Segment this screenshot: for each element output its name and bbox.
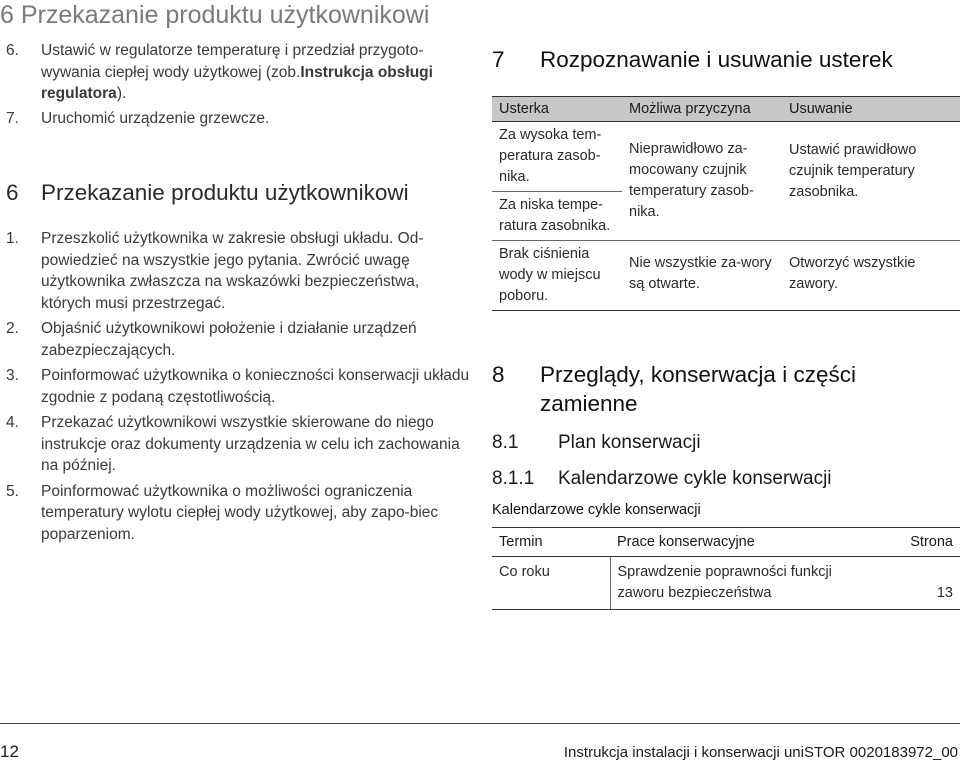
- section-title: Przekazanie produktu użytkownikowi: [41, 180, 409, 205]
- list-item-number: 1.: [6, 230, 19, 247]
- list-item: [0, 108, 470, 130]
- doc-reference: Instrukcja obsługi regulatora: [41, 63, 433, 102]
- table-cell: Co roku: [492, 557, 610, 610]
- list-item-number: 3.: [6, 367, 19, 384]
- list-item-text: Ustawić w regulatorze temperaturę i przedział przygoto-wywania ciepłej wody użytkowej (zob.: [41, 42, 424, 81]
- table-cell: Sprawdzenie poprawności funkcji zaworu bezpieczeństwa: [610, 557, 880, 610]
- section-title: Rozpoznawanie i usuwanie usterek: [540, 47, 893, 72]
- list-item-number: 6.: [6, 42, 19, 59]
- table-row: [492, 557, 960, 610]
- table-cell: Nie wszystkie za-wory są otwarte.: [622, 241, 782, 311]
- list-item: [0, 318, 470, 361]
- table-cell: Nieprawidłowo za-mocowany czujnik temperatury zasob-nika.: [629, 141, 754, 220]
- table-cell: Otworzyć wszystkie zawory.: [782, 241, 960, 311]
- list-item-text: Przeszkolić użytkownika w zakresie obsługi układu. Od-powiedzieć na wszystkie jego pytania. Zwrócić uwagę użytkownika zwłaszcza na wskazówki bezpieczeństwa, których musi przestrzegać.: [41, 230, 424, 312]
- table-cell: Za wysoka tem-peratura zasob-nika.: [499, 127, 602, 185]
- table-row: [492, 122, 960, 192]
- list-item-text: Przekazać użytkownikowi wszystkie skierowane do niego instrukcje oraz dokumenty urządzenia w celu ich zachowania na później.: [41, 414, 460, 474]
- subsection-number: 8.1: [492, 432, 519, 453]
- list-item-number: 5.: [6, 482, 19, 500]
- list-item-text: Objaśnić użytkownikowi położenie i działanie urządzeń zabezpieczających.: [41, 320, 417, 359]
- list-item-text: Poinformować użytkownika o możliwości ograniczenia temperatury wylotu ciepłej wody użytkowej, aby zapo-biec poparzeniom.: [41, 482, 439, 543]
- intro-list: [0, 40, 470, 129]
- list-item-text-end: ).: [116, 85, 127, 102]
- section-number: 6: [6, 180, 19, 205]
- column-header: Termin: [492, 528, 610, 557]
- table-caption: Kalendarzowe cykle konserwacji: [492, 502, 701, 518]
- list-item: [0, 365, 470, 408]
- footer-divider: [0, 723, 960, 724]
- list-item-text: Uruchomić urządzenie grzewcze.: [41, 109, 270, 127]
- column-header: Prace konserwacyjne: [610, 528, 880, 557]
- list-item: [0, 481, 470, 546]
- column-header: Usterka: [492, 97, 622, 122]
- table-cell: Brak ciśnienia wody w miejscu poboru.: [492, 241, 622, 311]
- table-row: [492, 241, 960, 311]
- section-number: 8: [492, 362, 505, 387]
- maintenance-table: [492, 527, 960, 610]
- subsection-title: Plan konserwacji: [558, 432, 701, 453]
- section-title: Przeglądy, konserwacja i części zamienne: [540, 362, 856, 416]
- table-cell: Za niska tempe-ratura zasobnika.: [492, 192, 622, 241]
- right-column: [492, 40, 960, 601]
- list-item: [0, 412, 470, 477]
- table-cell: Ustawić prawidłowo czujnik temperatury zasobnika.: [789, 142, 917, 200]
- list-item-number: 7.: [6, 109, 19, 127]
- section-number: 7: [492, 47, 505, 72]
- subsection-number: 8.1.1: [492, 468, 535, 489]
- list-item: [0, 228, 470, 314]
- column-header: Możliwa przyczyna: [622, 97, 782, 122]
- table-header-row: [492, 528, 960, 557]
- page-number: 12: [0, 742, 19, 761]
- running-title: 6 Przekazanie produktu użytkownikowi: [0, 1, 430, 29]
- section-heading-7: [492, 40, 960, 80]
- list-item: [0, 40, 470, 105]
- list-item-number: 4.: [6, 414, 19, 431]
- footer-doc-title: Instrukcja instalacji i konserwacji uniSTOR 0020183972_00: [563, 744, 958, 761]
- list-item-number: 2.: [6, 320, 19, 337]
- column-header: Strona: [880, 528, 960, 557]
- subsection-title: Kalendarzowe cykle konserwacji: [558, 468, 832, 489]
- left-column: [0, 40, 470, 543]
- handover-steps-list: [0, 228, 470, 549]
- table-header-row: [492, 97, 960, 122]
- column-header: Usuwanie: [782, 97, 960, 122]
- troubleshooting-table: [492, 96, 960, 311]
- list-item-text: Poinformować użytkownika o konieczności konserwacji układu zgodnie z podaną częstotliwością.: [41, 367, 470, 406]
- running-header: [0, 0, 960, 34]
- table-cell: 13: [880, 557, 960, 610]
